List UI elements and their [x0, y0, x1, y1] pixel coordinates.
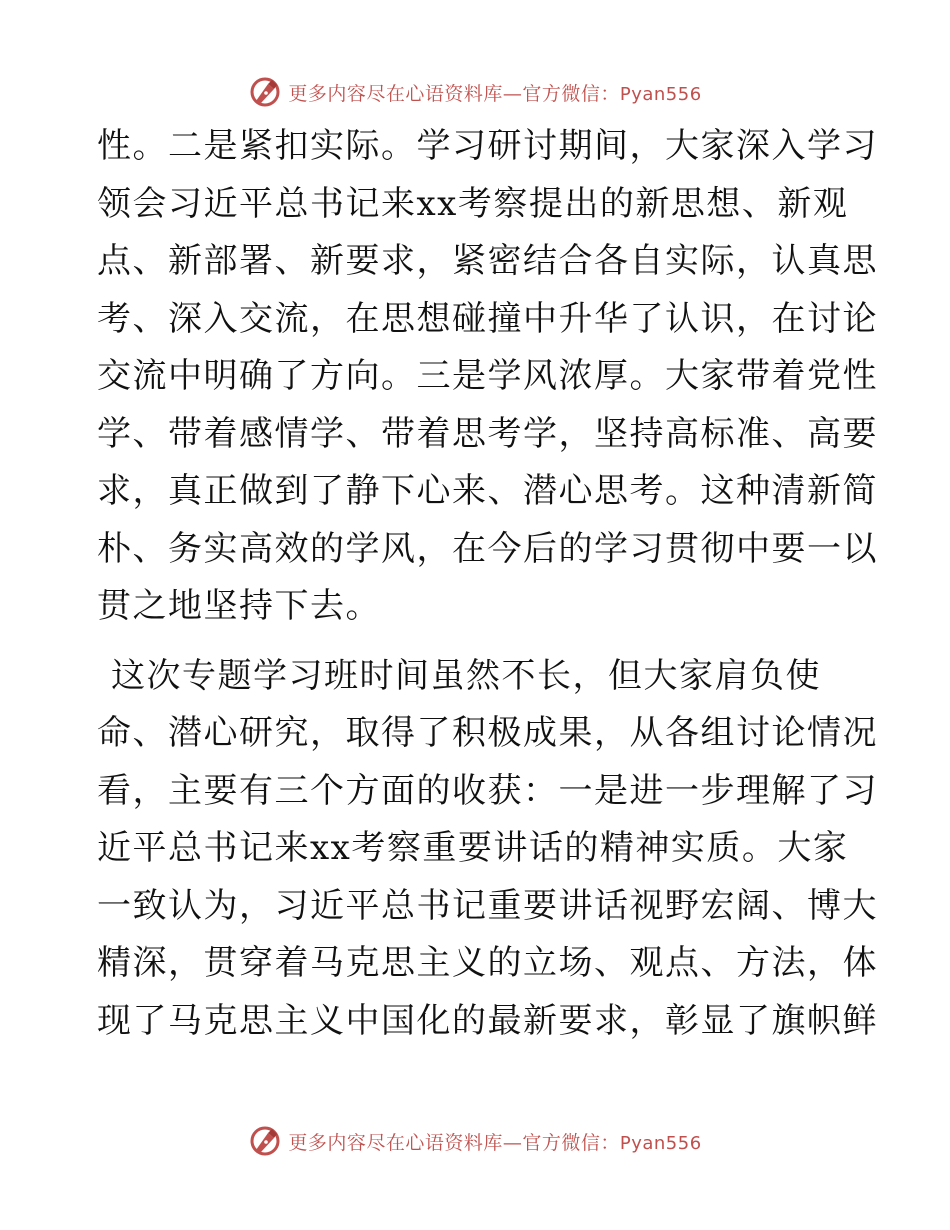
header-banner-label: 更多内容尽在心语资料库—官方微信：: [288, 82, 620, 105]
paragraph-line: 交流中明确了方向。三是学风浓厚。大家带着党性: [97, 356, 878, 396]
paragraph-line: 看，主要有三个方面的收获：一是进一步理解了习: [97, 770, 878, 811]
header-banner: [0, 72, 950, 112]
paragraph-line: 现了马克思主义中国化的最新要求，彰显了旗帜鲜: [97, 1000, 878, 1041]
footer-banner-text: [288, 1128, 701, 1155]
footer-wechat-id: Pyan556: [619, 1132, 702, 1154]
paragraph-line: 一致认为，习近平总书记重要讲话视野宏阔、博大: [97, 885, 878, 926]
paragraph-line: 考、深入交流，在思想碰撞中升华了认识，在讨论: [97, 298, 878, 339]
footer-banner: [0, 1121, 950, 1161]
paragraph-line: 性。二是紧扣实际。学习研讨期间，大家深入学习: [97, 126, 878, 166]
paragraph-gap: [97, 636, 857, 648]
header-banner-text: [288, 79, 701, 106]
paragraph-line: 领会习近平总书记来xx考察提出的新思想、新观: [97, 183, 849, 224]
paragraph-line: 求，真正做到了静下心来、潜心思考。这种清新简: [97, 471, 878, 511]
paragraph-line: 近平总书记来xx考察重要讲话的精神实质。大家: [97, 828, 849, 868]
paragraph-line: 学、带着感情学、带着思考学，坚持高标准、高要: [97, 413, 878, 454]
paragraph-line: 贯之地坚持下去。: [97, 586, 381, 626]
paragraph-2: [97, 648, 878, 1051]
paragraph-line: 朴、务实高效的学风，在今后的学习贯彻中要一以: [97, 528, 878, 569]
footer-banner-label: 更多内容尽在心语资料库—官方微信：: [288, 1131, 620, 1154]
header-wechat-id: Pyan556: [619, 83, 702, 105]
pen-nib-logo-icon: [248, 1124, 282, 1158]
paragraph-line: 命、潜心研究，取得了积极成果，从各组讨论情况: [97, 713, 878, 753]
pen-nib-logo-icon: [248, 75, 282, 109]
paragraph-line: 这次专题学习班时间虽然不长，但大家肩负使: [111, 655, 821, 696]
document-body: [97, 118, 878, 1050]
paragraph-1: [97, 118, 878, 636]
paragraph-line: 点、新部署、新要求，紧密结合各自实际，认真思: [97, 241, 878, 281]
paragraph-line: 精深，贯穿着马克思主义的立场、观点、方法，体: [97, 943, 878, 983]
